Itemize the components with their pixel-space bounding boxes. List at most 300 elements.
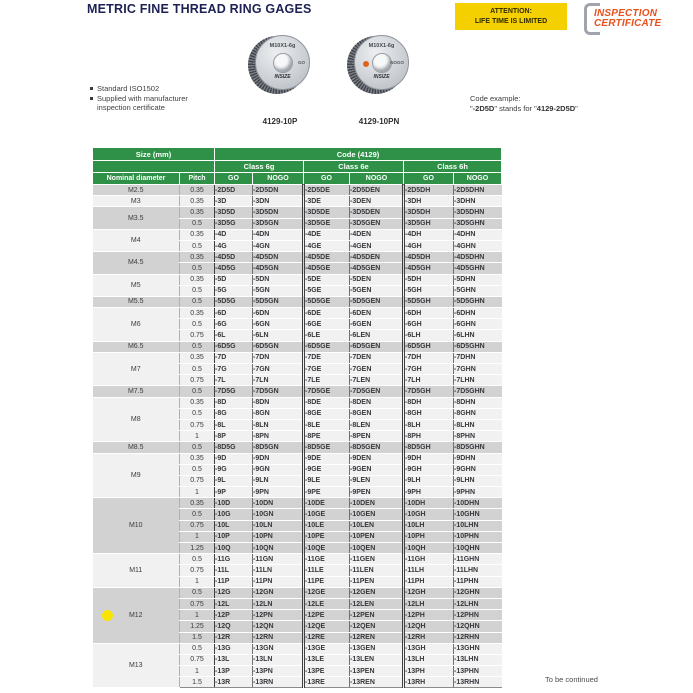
code-cell: -5GN — [253, 285, 304, 296]
code-cell: -10QH — [404, 543, 454, 554]
code-cell: -12GHN — [454, 587, 502, 598]
code-cell: -2D5DHN — [454, 185, 502, 196]
pitch-cell: 1.25 — [180, 543, 215, 554]
code-cell: -7GEN — [350, 364, 404, 375]
code-cell: -13LN — [253, 654, 304, 665]
code-cell: -13PEN — [350, 666, 404, 677]
code-cell: -7LE — [304, 375, 350, 386]
code-cell: -3D5GE — [304, 218, 350, 229]
ring-marking: M10X1-6g — [269, 43, 296, 49]
code-cell: -11PE — [304, 576, 350, 587]
table-row — [93, 643, 502, 654]
code-cell: -10DHN — [454, 498, 502, 509]
attention-badge-line1: ATTENTION: — [490, 7, 532, 15]
code-cell: -12GE — [304, 587, 350, 598]
code-cell: -13PH — [404, 666, 454, 677]
nominal-diameter-cell: M7.5 — [93, 386, 180, 397]
code-cell: -9GHN — [454, 464, 502, 475]
code-cell: -9PHN — [454, 487, 502, 498]
nogo-header-6g: NOGO — [253, 173, 304, 185]
code-cell: -7GN — [253, 364, 304, 375]
nominal-diameter-cell: M5 — [93, 274, 180, 296]
code-cell: -12PN — [253, 610, 304, 621]
code-cell: -4DH — [404, 229, 454, 240]
code-cell: -8D5GH — [404, 442, 454, 453]
code-cell: -13G — [215, 643, 253, 654]
code-cell: -7L — [215, 375, 253, 386]
pitch-cell: 0.5 — [180, 386, 215, 397]
code-cell: -11PHN — [454, 576, 502, 587]
code-cell: -6GEN — [350, 319, 404, 330]
code-cell: -12GN — [253, 587, 304, 598]
code-cell: -10PHN — [454, 531, 502, 542]
code-cell: -2D5D — [215, 185, 253, 196]
brand-logo: INSIZE — [373, 74, 390, 80]
feature-item — [90, 84, 220, 93]
code-cell: -13R — [215, 677, 253, 688]
code-cell: -12LEN — [350, 598, 404, 609]
code-cell: -12LE — [304, 598, 350, 609]
brand-logo: INSIZE — [274, 74, 291, 80]
code-cell: -3D5G — [215, 218, 253, 229]
code-cell: -3DHN — [454, 196, 502, 207]
code-cell: -13RH — [404, 677, 454, 688]
certificate-word: CERTIFICATE — [594, 18, 662, 29]
code-cell: -7D5GH — [404, 386, 454, 397]
code-cell: -12R — [215, 632, 253, 643]
code-cell: -5DN — [253, 274, 304, 285]
table-row — [93, 274, 502, 285]
code-cell: -7D5GHN — [454, 386, 502, 397]
code-cell: -8GE — [304, 408, 350, 419]
nominal-diameter-cell: M3 — [93, 196, 180, 207]
table-row — [93, 386, 502, 397]
code-cell: -3D5GN — [253, 218, 304, 229]
code-cell: -6GE — [304, 319, 350, 330]
nominal-diameter-cell: M4 — [93, 229, 180, 251]
code-cell: -6D5GN — [253, 341, 304, 352]
code-cell: -13GE — [304, 643, 350, 654]
code-cell: -12PE — [304, 610, 350, 621]
code-cell: -6GN — [253, 319, 304, 330]
code-cell: -8D5GEN — [350, 442, 404, 453]
code-cell: -7DN — [253, 352, 304, 363]
pitch-cell: 0.5 — [180, 509, 215, 520]
code-cell: -13GEN — [350, 643, 404, 654]
code-cell: -13LE — [304, 654, 350, 665]
table-row — [93, 498, 502, 509]
pitch-cell: 0.5 — [180, 643, 215, 654]
code-cell: -9GH — [404, 464, 454, 475]
code-cell: -8PHN — [454, 431, 502, 442]
code-cell: -13RN — [253, 677, 304, 688]
code-cell: -4DN — [253, 229, 304, 240]
code-cell: -11PN — [253, 576, 304, 587]
code-cell: -12PH — [404, 610, 454, 621]
code-cell: -8D — [215, 397, 253, 408]
code-cell: -12QN — [253, 621, 304, 632]
code-cell: -13PN — [253, 666, 304, 677]
feature-item — [90, 94, 220, 112]
code-cell: -6LN — [253, 330, 304, 341]
code-cell: -4D5GH — [404, 263, 454, 274]
pitch-cell: 0.35 — [180, 207, 215, 218]
code-cell: -7DHN — [454, 352, 502, 363]
code-cell: -10QEN — [350, 543, 404, 554]
code-cell: -7G — [215, 364, 253, 375]
nogo-header-6e: NOGO — [350, 173, 404, 185]
code-cell: -7GHN — [454, 364, 502, 375]
code-cell: -4D5GHN — [454, 263, 502, 274]
code-cell: -4D5GE — [304, 263, 350, 274]
code-cell: -8LE — [304, 419, 350, 430]
code-cell: -9DHN — [454, 453, 502, 464]
code-cell: -10DE — [304, 498, 350, 509]
code-cell: -11LH — [404, 565, 454, 576]
code-cell: -3DN — [253, 196, 304, 207]
pitch-cell: 1 — [180, 531, 215, 542]
code-cell: -5DH — [404, 274, 454, 285]
table-row — [93, 207, 502, 218]
code-cell: -10QE — [304, 543, 350, 554]
code-cell: -9DE — [304, 453, 350, 464]
pitch-cell: 0.35 — [180, 229, 215, 240]
nominal-diameter-cell: M5.5 — [93, 296, 180, 307]
nominal-diameter-cell: M4.5 — [93, 252, 180, 274]
pitch-cell: 1 — [180, 666, 215, 677]
pitch-cell: 0.5 — [180, 240, 215, 251]
code-cell: -11GEN — [350, 554, 404, 565]
code-cell: -3D5GH — [404, 218, 454, 229]
code-cell: -10PH — [404, 531, 454, 542]
code-cell: -9D — [215, 453, 253, 464]
code-cell: -3D — [215, 196, 253, 207]
code-cell: -5GE — [304, 285, 350, 296]
pitch-cell: 0.5 — [180, 364, 215, 375]
code-cell: -4D5GN — [253, 263, 304, 274]
class-6g-header: Class 6g — [215, 161, 304, 173]
code-cell: -4DHN — [454, 229, 502, 240]
size-group-header: Size (mm) — [93, 148, 215, 161]
pitch-cell: 0.35 — [180, 185, 215, 196]
code-cell: -13REN — [350, 677, 404, 688]
code-cell: -10GHN — [454, 509, 502, 520]
code-cell: -13LEN — [350, 654, 404, 665]
nominal-diameter-cell: M12 — [93, 587, 180, 643]
code-cell: -4D5DEN — [350, 252, 404, 263]
pitch-cell: 0.5 — [180, 319, 215, 330]
code-cell: -2D5DEN — [350, 185, 404, 196]
pitch-cell: 1.5 — [180, 632, 215, 643]
table-row — [93, 296, 502, 307]
code-cell: -13L — [215, 654, 253, 665]
nominal-diameter-cell: M9 — [93, 453, 180, 498]
code-cell: -12LH — [404, 598, 454, 609]
ring-hole — [273, 53, 293, 73]
code-cell: -6DH — [404, 308, 454, 319]
table-row — [93, 229, 502, 240]
nogo-ring-gage-figure — [347, 34, 411, 126]
pitch-cell: 0.5 — [180, 341, 215, 352]
code-cell: -8DEN — [350, 397, 404, 408]
code-cell: -4D5G — [215, 263, 253, 274]
ring-marking: M10X1-6g — [368, 43, 395, 49]
code-short: -2D5D — [472, 104, 495, 113]
table-row — [93, 554, 502, 565]
code-cell: -9GEN — [350, 464, 404, 475]
code-cell: -8LHN — [454, 419, 502, 430]
pitch-cell: 1.5 — [180, 677, 215, 688]
code-cell: -4D5GEN — [350, 263, 404, 274]
table-row — [93, 453, 502, 464]
code-cell: -3D5D — [215, 207, 253, 218]
code-cell: -13RHN — [454, 677, 502, 688]
go-ring-gage-image — [248, 34, 310, 96]
ring-hole — [372, 53, 392, 73]
code-cell: -6LE — [304, 330, 350, 341]
code-cell: -10QN — [253, 543, 304, 554]
code-cell: -6DE — [304, 308, 350, 319]
code-cell: -10P — [215, 531, 253, 542]
code-example — [470, 94, 578, 114]
code-cell: -10LEN — [350, 520, 404, 531]
code-cell: -9L — [215, 475, 253, 486]
code-cell: -9DN — [253, 453, 304, 464]
nogo-header-6h: NOGO — [454, 173, 502, 185]
code-cell: -10PEN — [350, 531, 404, 542]
feature-list — [90, 84, 220, 113]
code-cell: -11GHN — [454, 554, 502, 565]
code-cell: -12Q — [215, 621, 253, 632]
go-header-6e: GO — [304, 173, 350, 185]
code-cell: -9LEN — [350, 475, 404, 486]
code-cell: -8DHN — [454, 397, 502, 408]
pitch-cell: 0.75 — [180, 565, 215, 576]
code-cell: -3D5GHN — [454, 218, 502, 229]
code-cell: -10PE — [304, 531, 350, 542]
nominal-diameter-cell: M11 — [93, 554, 180, 588]
go-header-6h: GO — [404, 173, 454, 185]
code-cell: -6D5GE — [304, 341, 350, 352]
table-row — [93, 341, 502, 352]
code-cell: -8D5GHN — [454, 442, 502, 453]
code-cell: -6D5G — [215, 341, 253, 352]
code-cell: -10QHN — [454, 543, 502, 554]
code-cell: -4GN — [253, 240, 304, 251]
code-cell: -8PE — [304, 431, 350, 442]
code-cell: -11PH — [404, 576, 454, 587]
code-cell: -4D5DH — [404, 252, 454, 263]
code-cell: -10G — [215, 509, 253, 520]
code-cell: -8L — [215, 419, 253, 430]
pitch-cell: 0.5 — [180, 464, 215, 475]
attention-badge — [455, 3, 567, 30]
code-cell: -11L — [215, 565, 253, 576]
code-cell: -6D — [215, 308, 253, 319]
code-cell: -6DHN — [454, 308, 502, 319]
code-cell: -8LN — [253, 419, 304, 430]
nogo-label: NOGO — [390, 60, 404, 65]
pitch-cell: 0.35 — [180, 498, 215, 509]
pitch-cell: 0.75 — [180, 330, 215, 341]
code-cell: -9DEN — [350, 453, 404, 464]
go-gage-caption: 4129-10P — [262, 117, 298, 126]
table-header — [93, 148, 502, 185]
code-cell: -9PEN — [350, 487, 404, 498]
code-cell: -13GHN — [454, 643, 502, 654]
code-cell: -6GHN — [454, 319, 502, 330]
nominal-diameter-cell: M8 — [93, 397, 180, 442]
code-cell: -12L — [215, 598, 253, 609]
code-cell: -9PE — [304, 487, 350, 498]
code-cell: -6DN — [253, 308, 304, 319]
code-cell: -5D — [215, 274, 253, 285]
inspection-certificate-badge — [584, 3, 661, 35]
go-label: GO — [297, 60, 305, 65]
code-cell: -12GH — [404, 587, 454, 598]
code-cell: -11GN — [253, 554, 304, 565]
code-cell: -7DH — [404, 352, 454, 363]
code-cell: -6GH — [404, 319, 454, 330]
code-cell: -9LE — [304, 475, 350, 486]
code-cell: -3D5DEN — [350, 207, 404, 218]
table-row — [93, 185, 502, 196]
nogo-orange-dot-icon — [363, 61, 369, 67]
code-cell: -8GN — [253, 408, 304, 419]
nominal-diameter-cell: M13 — [93, 643, 180, 688]
code-cell: -5GH — [404, 285, 454, 296]
code-cell: -7D — [215, 352, 253, 363]
go-header-6g: GO — [215, 173, 253, 185]
code-full: 4129-2D5D — [536, 104, 576, 113]
code-cell: -9LHN — [454, 475, 502, 486]
pitch-header: Pitch — [180, 173, 215, 185]
pitch-cell: 0.35 — [180, 397, 215, 408]
nominal-diameter-cell: M6 — [93, 308, 180, 342]
pitch-cell: 0.35 — [180, 196, 215, 207]
pitch-cell: 1 — [180, 610, 215, 621]
code-cell: -11LE — [304, 565, 350, 576]
code-cell: -10GH — [404, 509, 454, 520]
gage-table-body — [93, 185, 502, 688]
nominal-diameter-cell: M8.5 — [93, 442, 180, 453]
code-cell: -3D5DE — [304, 207, 350, 218]
go-ring-gage-figure — [248, 34, 312, 126]
code-cell: -8D5G — [215, 442, 253, 453]
table-row — [93, 397, 502, 408]
code-cell: -10LN — [253, 520, 304, 531]
code-cell: -12G — [215, 587, 253, 598]
pitch-cell: 0.5 — [180, 442, 215, 453]
code-example-text: "-2D5D" stands for "4129-2D5D" — [470, 104, 578, 113]
code-cell: -7LH — [404, 375, 454, 386]
class-6e-header: Class 6e — [304, 161, 404, 173]
code-cell: -5DEN — [350, 274, 404, 285]
code-cell: -10GN — [253, 509, 304, 520]
code-cell: -10GE — [304, 509, 350, 520]
code-cell: -8PEN — [350, 431, 404, 442]
code-cell: -11LHN — [454, 565, 502, 576]
code-cell: -12LN — [253, 598, 304, 609]
code-cell: -12QH — [404, 621, 454, 632]
code-cell: -4D5DHN — [454, 252, 502, 263]
code-cell: -4D5D — [215, 252, 253, 263]
code-group-header: Code (4129) — [215, 148, 502, 161]
code-cell: -7LEN — [350, 375, 404, 386]
code-cell: -5D5G — [215, 296, 253, 307]
code-cell: -7DEN — [350, 352, 404, 363]
code-cell: -13LHN — [454, 654, 502, 665]
code-cell: -10LH — [404, 520, 454, 531]
table-row — [93, 308, 502, 319]
code-cell: -9LN — [253, 475, 304, 486]
table-row — [93, 196, 502, 207]
code-cell: -13RE — [304, 677, 350, 688]
code-cell: -10Q — [215, 543, 253, 554]
size-group-spacer — [93, 161, 215, 173]
code-cell: -5GHN — [454, 285, 502, 296]
code-cell: -7DE — [304, 352, 350, 363]
code-cell: -8LH — [404, 419, 454, 430]
pitch-cell: 0.75 — [180, 419, 215, 430]
class-6h-header: Class 6h — [404, 161, 502, 173]
code-cell: -5D5GEN — [350, 296, 404, 307]
code-cell: -4D — [215, 229, 253, 240]
pitch-cell: 1 — [180, 576, 215, 587]
pitch-cell: 1 — [180, 431, 215, 442]
code-cell: -10LHN — [454, 520, 502, 531]
code-cell: -13PHN — [454, 666, 502, 677]
code-cell: -7D5G — [215, 386, 253, 397]
pitch-cell: 0.75 — [180, 520, 215, 531]
code-cell: -12PEN — [350, 610, 404, 621]
code-cell: -12LHN — [454, 598, 502, 609]
code-cell: -10GEN — [350, 509, 404, 520]
code-cell: -5DHN — [454, 274, 502, 285]
pitch-cell: 0.35 — [180, 252, 215, 263]
pitch-cell: 0.5 — [180, 296, 215, 307]
code-cell: -13PE — [304, 666, 350, 677]
code-cell: -10PN — [253, 531, 304, 542]
code-cell: -7D5GN — [253, 386, 304, 397]
code-cell: -8DE — [304, 397, 350, 408]
code-cell: -13GH — [404, 643, 454, 654]
code-cell: -10DEN — [350, 498, 404, 509]
pitch-cell: 0.5 — [180, 263, 215, 274]
nominal-diameter-cell: M2.5 — [93, 185, 180, 196]
code-cell: -6D5GH — [404, 341, 454, 352]
code-cell: -13GN — [253, 643, 304, 654]
code-cell: -7LHN — [454, 375, 502, 386]
code-cell: -8G — [215, 408, 253, 419]
code-cell: -12PHN — [454, 610, 502, 621]
code-cell: -8DN — [253, 397, 304, 408]
code-cell: -5D5GN — [253, 296, 304, 307]
code-cell: -5D5GHN — [454, 296, 502, 307]
code-cell: -2D5DH — [404, 185, 454, 196]
square-bullet-icon — [90, 97, 93, 100]
page-title: METRIC FINE THREAD RING GAGES — [87, 2, 312, 16]
code-cell: -12GEN — [350, 587, 404, 598]
code-cell: -12QEN — [350, 621, 404, 632]
code-cell: -5G — [215, 285, 253, 296]
code-cell: -11GE — [304, 554, 350, 565]
code-cell: -8D5GN — [253, 442, 304, 453]
pitch-cell: 0.5 — [180, 218, 215, 229]
code-cell: -11P — [215, 576, 253, 587]
pitch-cell: 0.5 — [180, 285, 215, 296]
table-row — [93, 442, 502, 453]
